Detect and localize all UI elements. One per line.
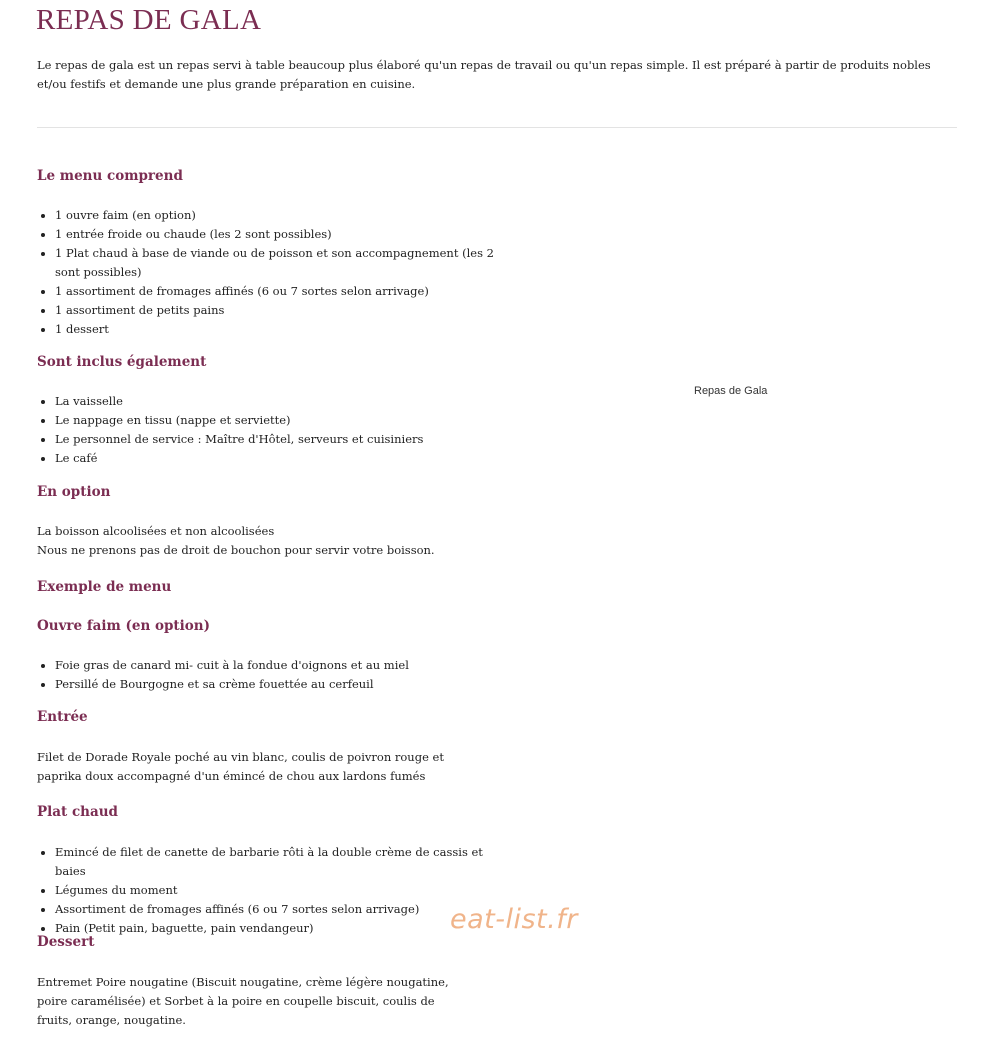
list-inclus	[37, 392, 505, 468]
list-item: • Légumes du moment	[55, 881, 505, 900]
divider	[37, 127, 957, 128]
list-menu-comprend	[37, 206, 495, 339]
heading-plat-chaud: Plat chaud	[37, 804, 118, 820]
list-item: • 1 assortiment de petits pains	[55, 301, 495, 320]
entree-text: Filet de Dorade Royale poché au vin blanc, coulis de poivron rouge et paprika doux accompagné d'un émincé de chou aux lardons fumés	[37, 750, 444, 783]
list-item: • Le personnel de service : Maître d'Hôtel, serveurs et cuisiniers	[55, 430, 505, 449]
option-line: Nous ne prenons pas de droit de bouchon pour servir votre boisson.	[37, 543, 435, 557]
image-caption: Repas de Gala	[694, 385, 768, 397]
list-item: • Pain (Petit pain, baguette, pain vendangeur)	[55, 919, 505, 938]
list-item: • Persillé de Bourgogne et sa crème fouettée au cerfeuil	[55, 675, 505, 694]
heading-ouvre-faim: Ouvre faim (en option)	[37, 618, 210, 634]
option-text	[37, 522, 497, 560]
list-item: • 1 ouvre faim (en option)	[55, 206, 495, 225]
heading-dessert: Dessert	[37, 934, 95, 950]
list-item: • Foie gras de canard mi- cuit à la fondue d'oignons et au miel	[55, 656, 505, 675]
list-plat-chaud	[37, 843, 505, 938]
list-item: • 1 dessert	[55, 320, 495, 339]
list-ouvre-faim	[37, 656, 505, 694]
list-item: • 1 entrée froide ou chaude (les 2 sont possibles)	[55, 225, 495, 244]
heading-exemple: Exemple de menu	[37, 579, 172, 595]
list-item: • Le nappage en tissu (nappe et serviette)	[55, 411, 505, 430]
list-item: • Le café	[55, 449, 505, 468]
list-item: • 1 Plat chaud à base de viande ou de poisson et son accompagnement (les 2 sont possibles)	[55, 244, 495, 282]
list-item: • La vaisselle	[55, 392, 505, 411]
watermark: eat-list.fr	[450, 904, 578, 935]
list-item: • 1 assortiment de fromages affinés (6 ou 7 sortes selon arrivage)	[55, 282, 495, 301]
heading-option: En option	[37, 484, 111, 500]
page-title: REPAS DE GALA	[36, 4, 262, 36]
option-line: La boisson alcoolisées et non alcoolisées	[37, 524, 275, 538]
heading-inclus: Sont inclus également	[37, 354, 207, 370]
intro-paragraph: Le repas de gala est un repas servi à table beaucoup plus élaboré qu'un repas de travail ou qu'un repas simple. Il est préparé à partir de produits nobles et/ou festifs et demande une plus grande préparation en cuisine.	[37, 58, 931, 91]
list-item: • Emincé de filet de canette de barbarie rôti à la double crème de cassis et baies	[55, 843, 505, 881]
heading-menu-comprend: Le menu comprend	[37, 168, 183, 184]
heading-entree: Entrée	[37, 709, 88, 725]
dessert-text: Entremet Poire nougatine (Biscuit nougatine, crème légère nougatine, poire caramélisée) et Sorbet à la poire en coupelle biscuit, coulis de fruits, orange, nougatine.	[37, 975, 449, 1027]
list-item: • Assortiment de fromages affinés (6 ou 7 sortes selon arrivage)	[55, 900, 505, 919]
